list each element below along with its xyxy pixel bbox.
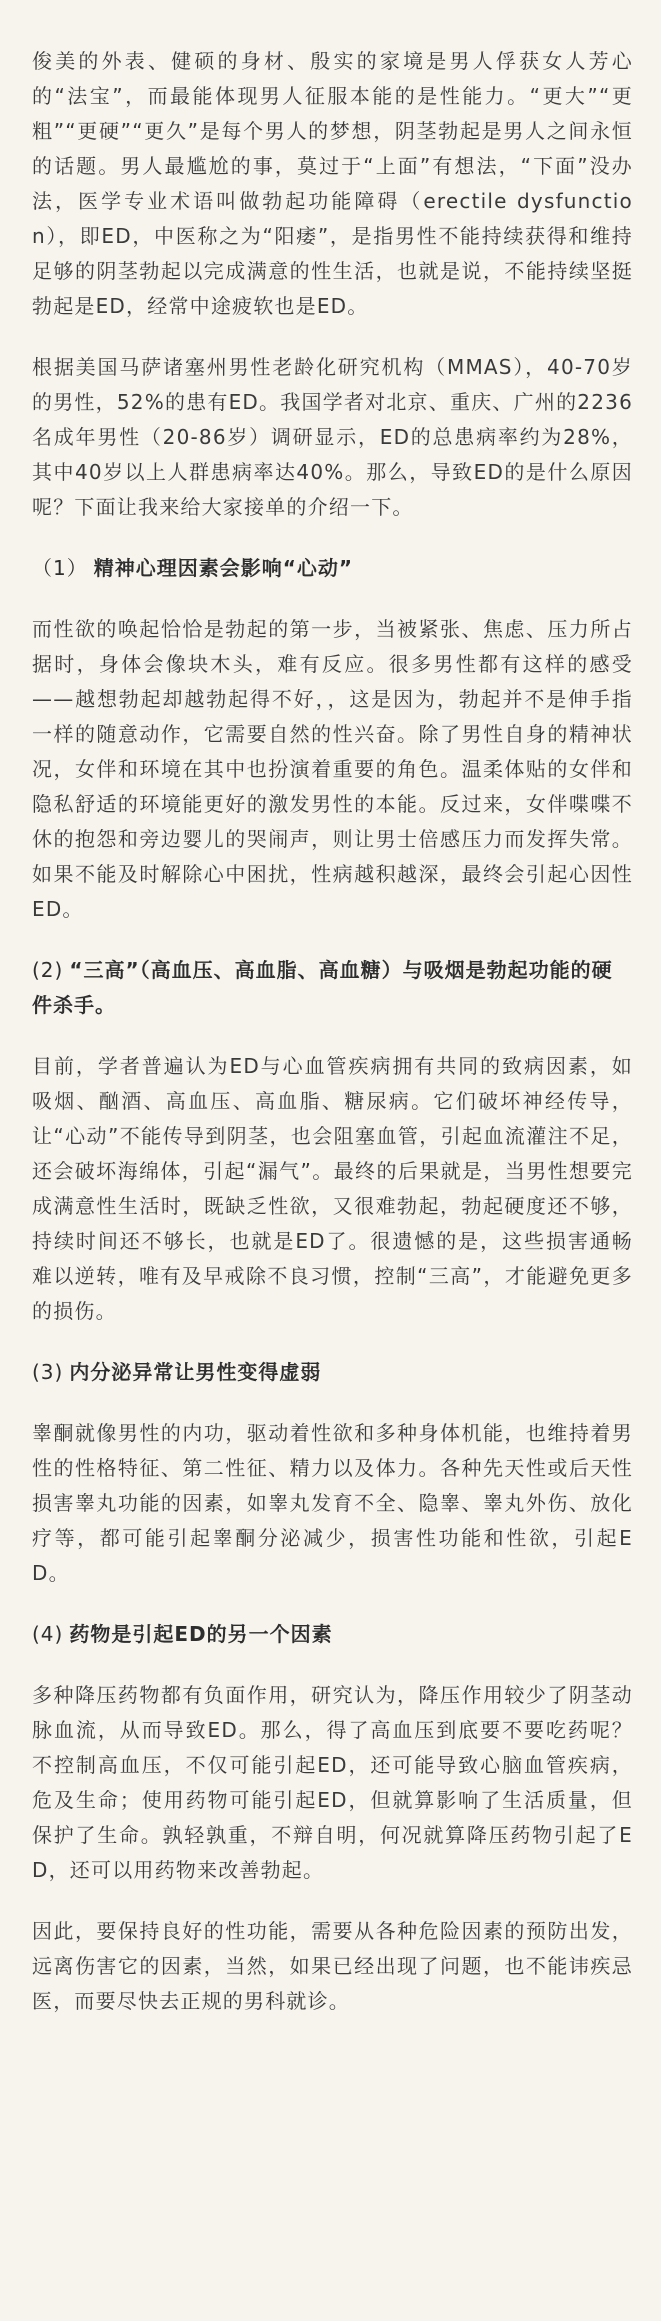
section-number-4: (4)	[32, 1622, 64, 1646]
intro-paragraph-1: 俊美的外表、健硕的身材、殷实的家境是男人俘获女人芳心的“法宝”，而最能体现男人征服本能的是性能力。“更大”“更粗”“更硬”“更久”是每个男人的梦想，阴茎勃起是男人之间永恒的话题。男人最尴尬的事，莫过于“上面”有想法，“下面”没办法，医学专业术语叫做勃起功能障碍（erectile dysfunction），即ED，中医称之为“阳痿”，是指男性不能持续获得和维持足够的阴茎勃起以完成满意的性生活，也就是说，不能持续坚挺勃起是ED，经常中途疲软也是ED。	[32, 49, 633, 318]
section-3-paragraph-1: 睾酮就像男性的内功，驱动着性欲和多种身体机能，也维持着男性的性格特征、第二性征、精力以及体力。各种先天性或后天性损害睾丸功能的因素，如睾丸发育不全、隐睾、睾丸外伤、放化疗等，都可能引起睾酮分泌减少，损害性功能和性欲，引起ED。	[32, 1421, 633, 1585]
section-heading-2	[32, 953, 633, 1023]
section-title-1: 精神心理因素会影响“心动”	[93, 556, 354, 580]
conclusion-paragraph: 因此，要保持良好的性功能，需要从各种危险因素的预防出发，远离伤害它的因素，当然，如果已经出现了问题，也不能讳疾忌医，而要尽快去正规的男科就诊。	[32, 1919, 633, 2013]
section-title-3: 内分泌异常让男性变得虚弱	[69, 1360, 322, 1384]
intro-paragraph-2: 根据美国马萨诸塞州男性老龄化研究机构（MMAS），40-70岁的男性，52%的患有ED。我国学者对北京、重庆、广州的2236名成年男性（20-86岁）调研显示，ED的总患病率约为28%，其中40岁以上人群患病率达40%。那么，导致ED的是什么原因呢？下面让我来给大家接单的介绍一下。	[32, 355, 633, 519]
section-2-paragraph-1: 目前，学者普遍认为ED与心血管疾病拥有共同的致病因素，如吸烟、酗酒、高血压、高血脂、糖尿病。它们破坏神经传导，让“心动”不能传导到阴茎，也会阻塞血管，引起血流灌注不足，还会破坏海绵体，引起“漏气”。最终的后果就是，当男性想要完成满意性生活时，既缺乏性欲，又很难勃起，勃起硬度还不够，持续时间还不够长，也就是ED了。很遗憾的是，这些损害通畅难以逆转，唯有及早戒除不良习惯，控制“三高”，才能避免更多的损伤。	[32, 1054, 633, 1323]
section-number-2: (2)	[32, 958, 64, 982]
section-4-paragraph-1: 多种降压药物都有负面作用，研究认为，降压作用较少了阴茎动脉血流，从而导致ED。那么，得了高血压到底要不要吃药呢？不控制高血压，不仅可能引起ED，还可能导致心脑血管疾病，危及生命；使用药物可能引起ED，但就算影响了生活质量，但保护了生命。孰轻孰重，不辩自明，何况就算降压药物引起了ED，还可以用药物来改善勃起。	[32, 1683, 633, 1882]
section-number-3: (3)	[32, 1360, 64, 1384]
section-title-2: “三高”（高血压、高血脂、高血糖）与吸烟是勃起功能的硬件杀手。	[32, 958, 613, 1017]
section-heading-1	[32, 551, 633, 586]
section-title-4: 药物是引起ED的另一个因素	[69, 1622, 333, 1646]
section-heading-4	[32, 1617, 633, 1652]
section-number-1: （1）	[32, 556, 88, 580]
section-1-paragraph-1: 而性欲的唤起恰恰是勃起的第一步，当被紧张、焦虑、压力所占据时，身体会像块木头，难有反应。很多男性都有这样的感受——越想勃起却越勃起得不好，，这是因为，勃起并不是伸手指一样的随意动作，它需要自然的性兴奋。除了男性自身的精神状况，女伴和环境在其中也扮演着重要的角色。温柔体贴的女伴和隐私舒适的环境能更好的激发男性的本能。反过来，女伴喋喋不休的抱怨和旁边婴儿的哭闹声，则让男士倍感压力而发挥失常。如果不能及时解除心中困扰，性病越积越深，最终会引起心因性ED。	[32, 617, 633, 921]
section-heading-3	[32, 1355, 633, 1390]
